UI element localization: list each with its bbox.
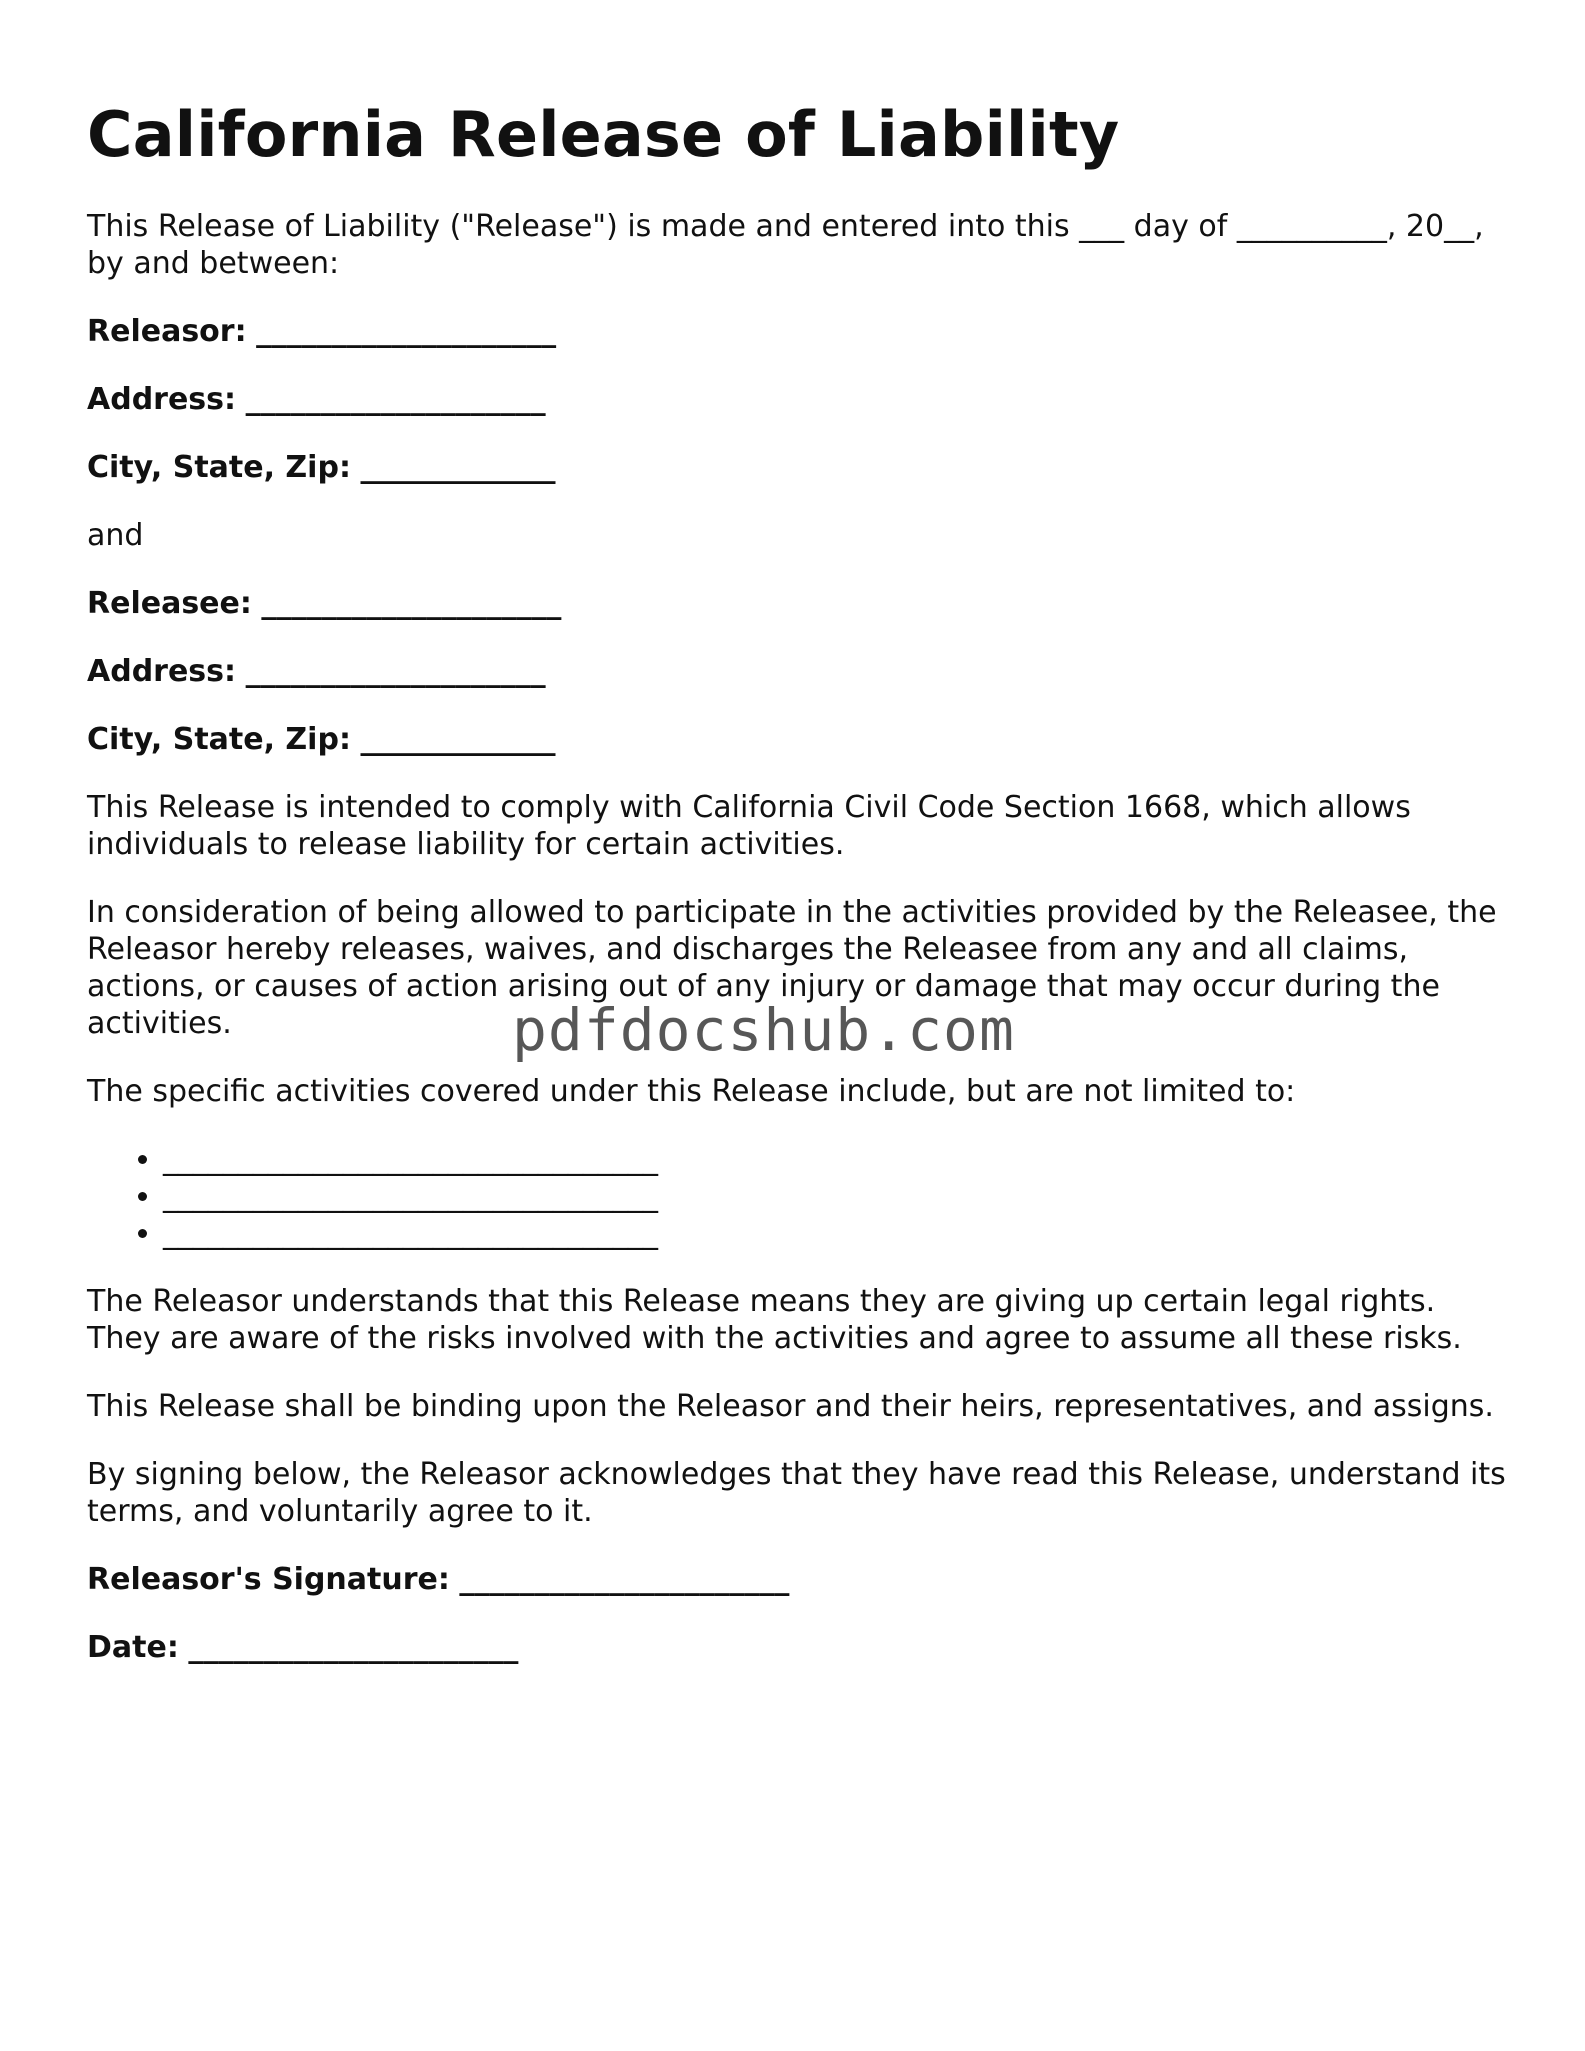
releasee-name-blank[interactable]: ____________________ <box>261 586 562 622</box>
releasee-city-field <box>87 721 1507 758</box>
releasee-name-label: Releasee: <box>87 586 252 622</box>
and-text: and <box>87 518 144 554</box>
releasee-city-blank[interactable]: _____________ <box>360 722 556 758</box>
watermark-text: pdfdocshub.com <box>512 996 1015 1064</box>
activities-intro-paragraph: The specific activities covered under this Release include, but are not limited to: <box>87 1074 1296 1110</box>
releasor-address-label: Address: <box>87 382 237 418</box>
releasor-city-label: City, State, Zip: <box>87 450 351 486</box>
signature-blank[interactable]: ______________________ <box>459 1562 790 1598</box>
signature-label: Releasor's Signature: <box>87 1562 450 1598</box>
compliance-paragraph: This Release is intended to comply with California Civil Code Section 1668, which allows individuals to release liability for certain activities. <box>87 790 1411 863</box>
binding-paragraph: This Release shall be binding upon the Releasor and their heirs, representatives, and assigns. <box>87 1389 1494 1425</box>
releasee-address-blank[interactable]: ____________________ <box>245 654 546 690</box>
date-field <box>87 1629 1507 1666</box>
date-label: Date: <box>87 1630 179 1666</box>
releasor-name-field <box>87 313 1507 350</box>
releasor-name-blank[interactable]: ____________________ <box>256 314 557 350</box>
signature-field <box>87 1561 1507 1598</box>
activity-item[interactable]: • _________________________________ <box>163 1141 1507 1178</box>
intro-paragraph: This Release of Liability ("Release") is made and entered into this ___ day of __________, 20__, by and between: <box>87 209 1484 282</box>
releasor-city-field <box>87 449 1507 486</box>
releasor-city-blank[interactable]: _____________ <box>360 450 556 486</box>
releasee-name-field <box>87 585 1507 622</box>
acknowledgement-paragraph: By signing below, the Releasor acknowledges that they have read this Release, understand its terms, and voluntarily agree to it. <box>87 1457 1506 1530</box>
understanding-paragraph: The Releasor understands that this Release means they are giving up certain legal rights. They are aware of the risks involved with the activities and agree to assume all these risks. <box>87 1284 1462 1357</box>
releasee-city-label: City, State, Zip: <box>87 722 351 758</box>
activity-item[interactable]: • _________________________________ <box>163 1178 1507 1215</box>
releasor-address-blank[interactable]: ____________________ <box>245 382 546 418</box>
date-blank[interactable]: ______________________ <box>188 1630 519 1666</box>
document-title: California Release of Liability <box>87 98 1120 171</box>
releasor-name-label: Releasor: <box>87 314 247 350</box>
activity-item[interactable]: • _________________________________ <box>163 1215 1507 1252</box>
document-page <box>87 98 1507 1666</box>
releasor-address-field <box>87 381 1507 418</box>
consideration-paragraph: In consideration of being allowed to participate in the activities provided by the Releasee, the Releasor hereby releases, waives, and discharges the Releasee from any and all claims, actions, or causes of action arising out of any injury or damage that may occur during the activities. <box>87 895 1497 1042</box>
activities-list <box>87 1141 1507 1252</box>
releasee-address-label: Address: <box>87 654 237 690</box>
releasee-address-field <box>87 653 1507 690</box>
